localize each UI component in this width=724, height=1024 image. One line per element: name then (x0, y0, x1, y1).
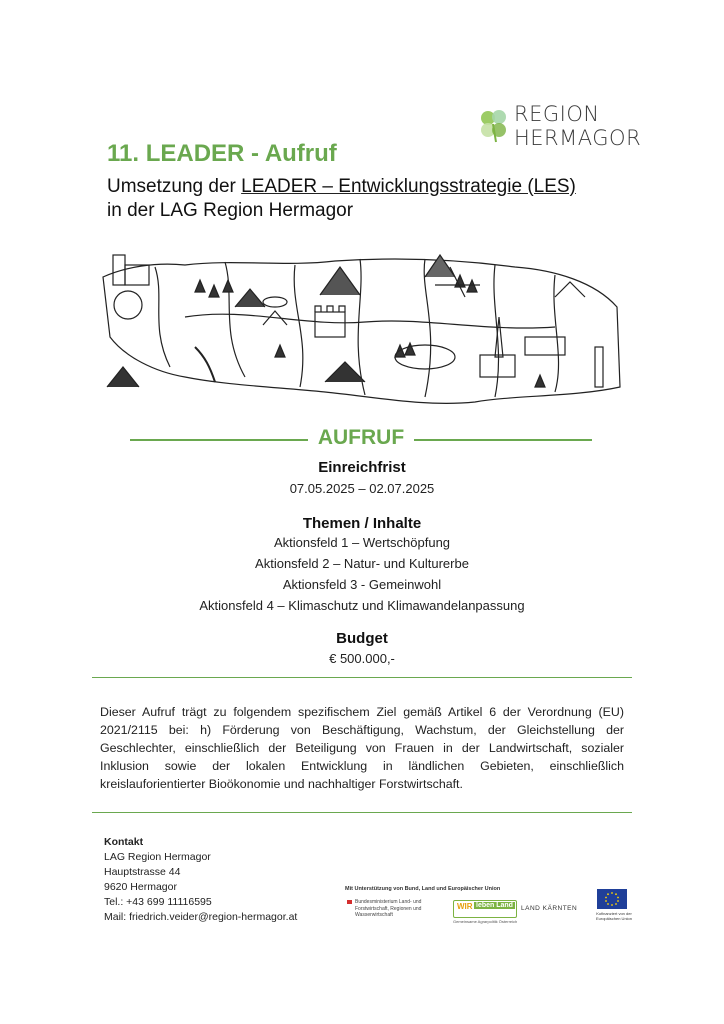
ministry-logo (355, 899, 455, 919)
divider-top (92, 677, 632, 678)
deadline-value: 07.05.2025 – 02.07.2025 (289, 481, 435, 496)
eu-subtitle: Kofinanziert von der Europäischen Union (595, 911, 633, 921)
page-title: 11. LEADER - Aufruf (107, 140, 337, 167)
region-map-illustration (95, 237, 625, 412)
deadline-heading: Einreichfrist (318, 459, 406, 476)
topic-item-3: Aktionsfeld 3 - Gemeinwohl (282, 577, 442, 592)
banner-title: AUFRUF (310, 426, 412, 449)
subtitle-prefix: Umsetzung der (107, 176, 242, 197)
objective-paragraph: Dieser Aufruf trägt zu folgendem spezifischem Ziel gemäß Artikel 6 der Verordnung (EU) 2021/2115 bei: h) Förderung von Beschäftigung, Wachstum, der Gleichstellung der Geschlechter, einschließlich der Beteiligung von Frauen in der Landwirtschaft, sozialer Inklusion sowie der lokalen Entwicklung in ländlichen Gebieten, einschließlich kreislauforientierter Bioökonomie und nachhaltiger Forstwirtschaft. (100, 705, 624, 791)
contact-city: 9620 Hermagor (104, 881, 177, 893)
wir-subtitle: Gemeinsame Agrarpolitik Österreich (453, 919, 518, 924)
contact-heading: Kontakt (104, 836, 144, 848)
contact-org: LAG Region Hermagor (104, 851, 211, 863)
sponsor-heading: Mit Unterstützung von Bund, Land und Europäischer Union (345, 886, 501, 892)
region-logo (478, 100, 642, 152)
contact-phone: Tel.: +43 699 11116595 (104, 896, 212, 908)
austria-flag-icon (347, 900, 352, 904)
subtitle-les-link: LEADER – Entwicklungsstrategie (LES) (241, 176, 576, 197)
sponsor-logos (345, 886, 635, 936)
page-subtitle (107, 175, 576, 223)
logo-text (514, 102, 641, 150)
contact-block (104, 835, 297, 925)
subtitle-line-2: in der LAG Region Hermagor (107, 200, 354, 221)
logo-line-1: REGION (514, 102, 600, 126)
logo-line-2: HERMAGOR (514, 126, 642, 150)
contact-street: Hauptstrasse 44 (104, 866, 181, 878)
wir-text: WIR (457, 902, 473, 911)
land-kaernten-logo: LAND KÄRNTEN (521, 905, 578, 912)
clover-logo-icon (478, 106, 510, 146)
eu-flag-icon (597, 889, 627, 909)
ministry-text: Bundesministerium Land- und Forstwirtschaft, Regionen und Wasserwirtschaft (355, 899, 422, 918)
topic-item-4: Aktionsfeld 4 – Klimaschutz und Klimawandelanpassung (199, 598, 525, 613)
leben-land-text: leben Land (476, 902, 513, 909)
contact-email[interactable]: Mail: friedrich.veider@region-hermagor.at (104, 911, 298, 923)
divider-bottom (92, 812, 632, 813)
topic-item-2: Aktionsfeld 2 – Natur- und Kulturerbe (255, 556, 469, 571)
budget-heading: Budget (336, 630, 388, 647)
aufruf-banner (130, 424, 592, 454)
budget-value: € 500.000,- (329, 651, 395, 666)
topics-heading: Themen / Inhalte (302, 515, 422, 532)
wir-leben-land-logo (453, 900, 517, 918)
topic-item-1: Aktionsfeld 1 – Wertschöpfung (273, 535, 451, 550)
